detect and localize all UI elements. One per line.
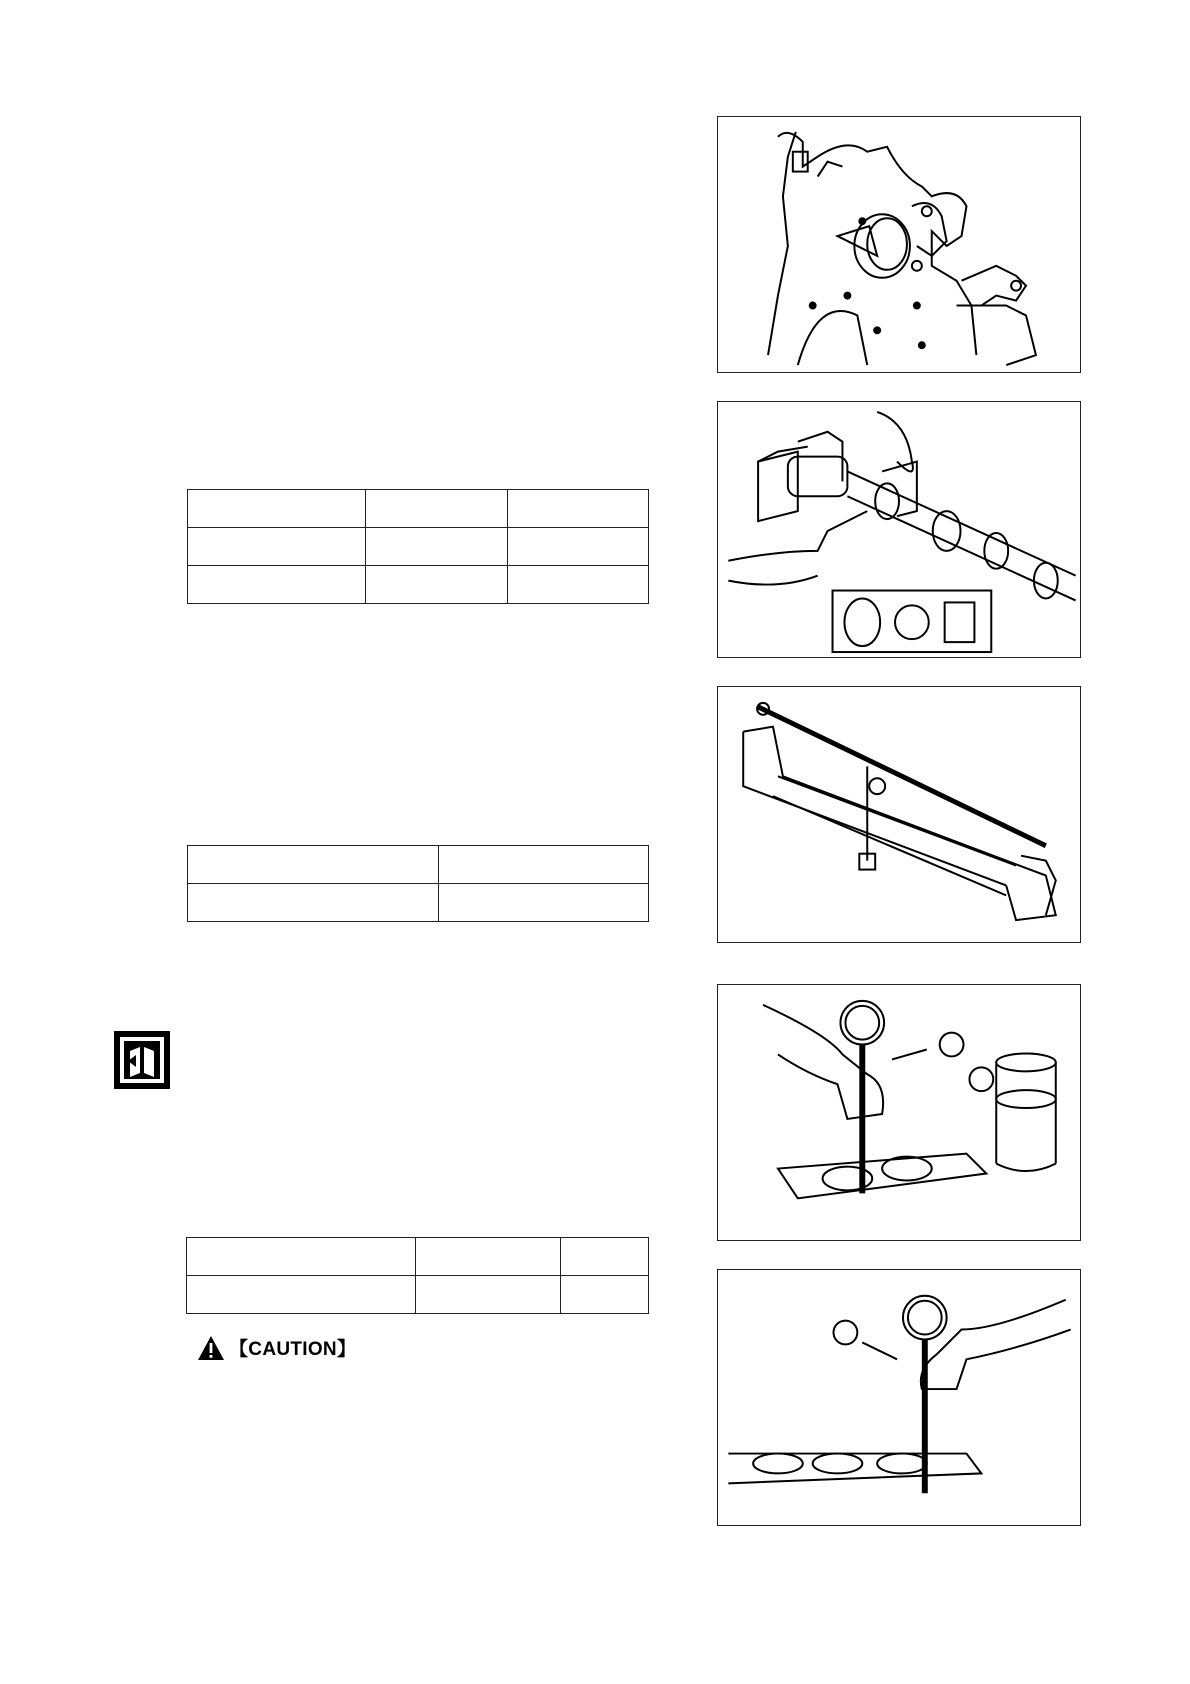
table-row xyxy=(188,566,649,604)
table-row xyxy=(187,1238,649,1276)
camshaft-runout-spec-table xyxy=(187,845,649,922)
cam-lobe-spec-table xyxy=(187,489,649,604)
cylinder-bore-gauge-figure-2 xyxy=(717,1269,1081,1526)
cylinder-bore-gauge-figure xyxy=(717,984,1081,1241)
table-row xyxy=(188,528,649,566)
camshaft-runout-figure xyxy=(717,686,1081,943)
book-reference-icon xyxy=(114,1031,170,1089)
cylinder-bore-spec-table xyxy=(186,1237,649,1314)
table-row xyxy=(188,490,649,528)
caution-label: 【CAUTION】 xyxy=(229,1339,357,1360)
caution-heading xyxy=(197,1334,356,1361)
camshaft-micrometer-figure xyxy=(717,401,1081,658)
timing-gear-case-figure xyxy=(717,116,1081,373)
table-row xyxy=(187,1276,649,1314)
table-row xyxy=(188,846,649,884)
warning-triangle-icon xyxy=(197,1335,225,1361)
table-row xyxy=(188,884,649,922)
